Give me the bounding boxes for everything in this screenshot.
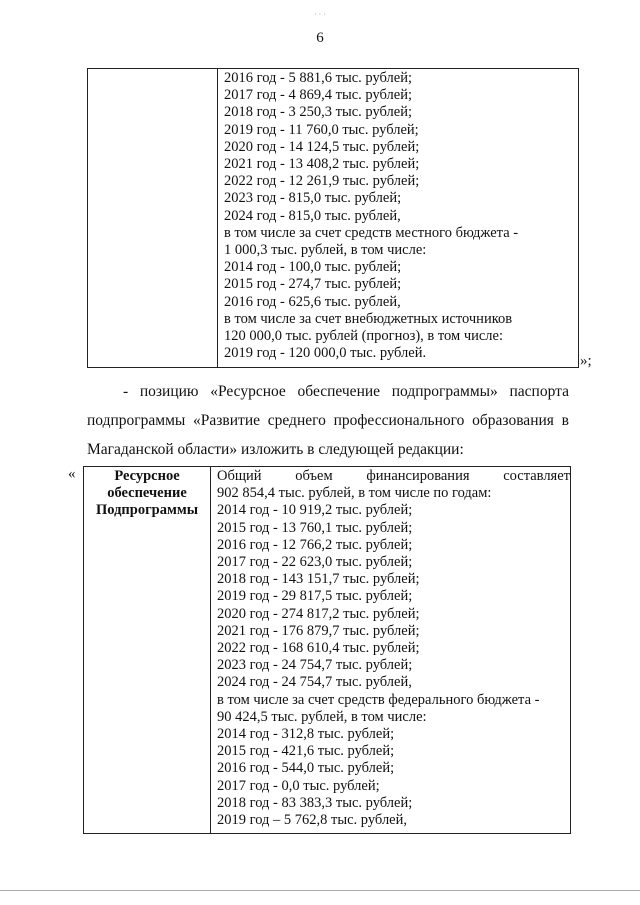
- funding-line: 2019 год - 29 817,5 тыс. рублей;: [217, 588, 413, 605]
- funding-line: 2016 год - 5 881,6 тыс. рублей;: [224, 70, 412, 86]
- funding-line: 2019 год - 120 000,0 тыс. рублей.: [224, 345, 427, 362]
- funding-line: 2024 год - 24 754,7 тыс. рублей,: [217, 674, 412, 691]
- opening-quote: «: [68, 466, 76, 482]
- table-label-cell: [84, 467, 211, 833]
- funding-line: в том числе за счет внебюджетных источников: [224, 310, 513, 327]
- funding-line: в том числе за счет средств местного бюджета -: [224, 224, 519, 241]
- funding-line: 902 854,4 тыс. рублей, в том числе по годам:: [217, 485, 492, 502]
- funding-line: 2017 год - 4 869,4 тыс. рублей;: [224, 87, 412, 104]
- funding-line: 2021 год - 13 408,2 тыс. рублей;: [224, 156, 420, 173]
- funding-line: 2019 год - 11 760,0 тыс. рублей;: [224, 121, 419, 138]
- funding-line: 2015 год - 13 760,1 тыс. рублей;: [217, 519, 413, 536]
- funding-line: 2017 год - 0,0 тыс. рублей;: [217, 777, 380, 794]
- funding-line: 90 424,5 тыс. рублей, в том числе:: [217, 708, 427, 725]
- funding-line: 2015 год - 421,6 тыс. рублей;: [217, 743, 395, 760]
- funding-line: 2015 год - 274,7 тыс. рублей;: [224, 276, 402, 293]
- funding-line: 2022 год - 168 610,4 тыс. рублей;: [217, 640, 420, 657]
- amendment-paragraph: [87, 377, 569, 464]
- paragraph-line: подпрограммы «Развитие среднего профессионального образования в: [87, 412, 569, 429]
- footer-rule: [0, 890, 640, 891]
- word: объем: [295, 468, 333, 484]
- table-value-cell: [218, 69, 578, 367]
- word: составляет: [503, 468, 570, 484]
- funding-line: 2014 год - 10 919,2 тыс. рублей;: [217, 502, 413, 519]
- word: Общий: [217, 468, 262, 484]
- funding-line: 2016 год - 625,6 тыс. рублей,: [224, 293, 401, 310]
- label-line: Ресурсное: [114, 468, 180, 484]
- funding-line: 2014 год - 312,8 тыс. рублей;: [217, 726, 395, 743]
- page-number: 6: [316, 30, 324, 46]
- funding-line: 2020 год - 274 817,2 тыс. рублей;: [217, 605, 420, 622]
- funding-line: 2018 год - 83 383,3 тыс. рублей;: [217, 794, 413, 811]
- funding-line: 2020 год - 14 124,5 тыс. рублей;: [224, 138, 420, 155]
- paragraph-line: - позицию «Ресурсное обеспечение подпрограммы» паспорта: [123, 383, 569, 400]
- word: финансирования: [366, 468, 470, 484]
- funding-line: в том числе за счет средств федерального бюджета -: [217, 691, 540, 708]
- closing-quote: »;: [580, 353, 592, 369]
- funding-line: 2023 год - 815,0 тыс. рублей;: [224, 190, 402, 207]
- funding-line: 2024 год - 815,0 тыс. рублей,: [224, 207, 401, 224]
- scan-speck: · · ·: [314, 10, 326, 19]
- funding-line: 120 000,0 тыс. рублей (прогноз), в том числе:: [224, 328, 504, 345]
- funding-line: 1 000,3 тыс. рублей, в том числе:: [224, 242, 427, 259]
- paragraph-line: Магаданской области» изложить в следующей редакции:: [87, 441, 464, 458]
- justified-first-line: [217, 468, 570, 485]
- funding-line: 2017 год - 22 623,0 тыс. рублей;: [217, 554, 413, 571]
- table-value-cell: [211, 467, 570, 833]
- funding-line: 2014 год - 100,0 тыс. рублей;: [224, 259, 402, 276]
- funding-line: 2016 год - 544,0 тыс. рублей;: [217, 760, 395, 777]
- funding-line: 2021 год - 176 879,7 тыс. рублей;: [217, 622, 420, 639]
- label-line: Подпрограммы: [95, 502, 199, 519]
- table-label-cell-empty: [88, 69, 218, 367]
- funding-line: 2022 год - 12 261,9 тыс. рублей;: [224, 173, 420, 190]
- funding-line: 2016 год - 12 766,2 тыс. рублей;: [217, 536, 413, 553]
- funding-line: 2018 год - 143 151,7 тыс. рублей;: [217, 571, 420, 588]
- resource-provision-table: [83, 466, 571, 834]
- funding-table-continued: [87, 68, 579, 368]
- label-line: обеспечение: [107, 485, 187, 502]
- funding-line: 2019 год – 5 762,8 тыс. рублей,: [217, 812, 408, 829]
- funding-line: 2023 год - 24 754,7 тыс. рублей;: [217, 657, 413, 674]
- funding-line: 2018 год - 3 250,3 тыс. рублей;: [224, 104, 412, 121]
